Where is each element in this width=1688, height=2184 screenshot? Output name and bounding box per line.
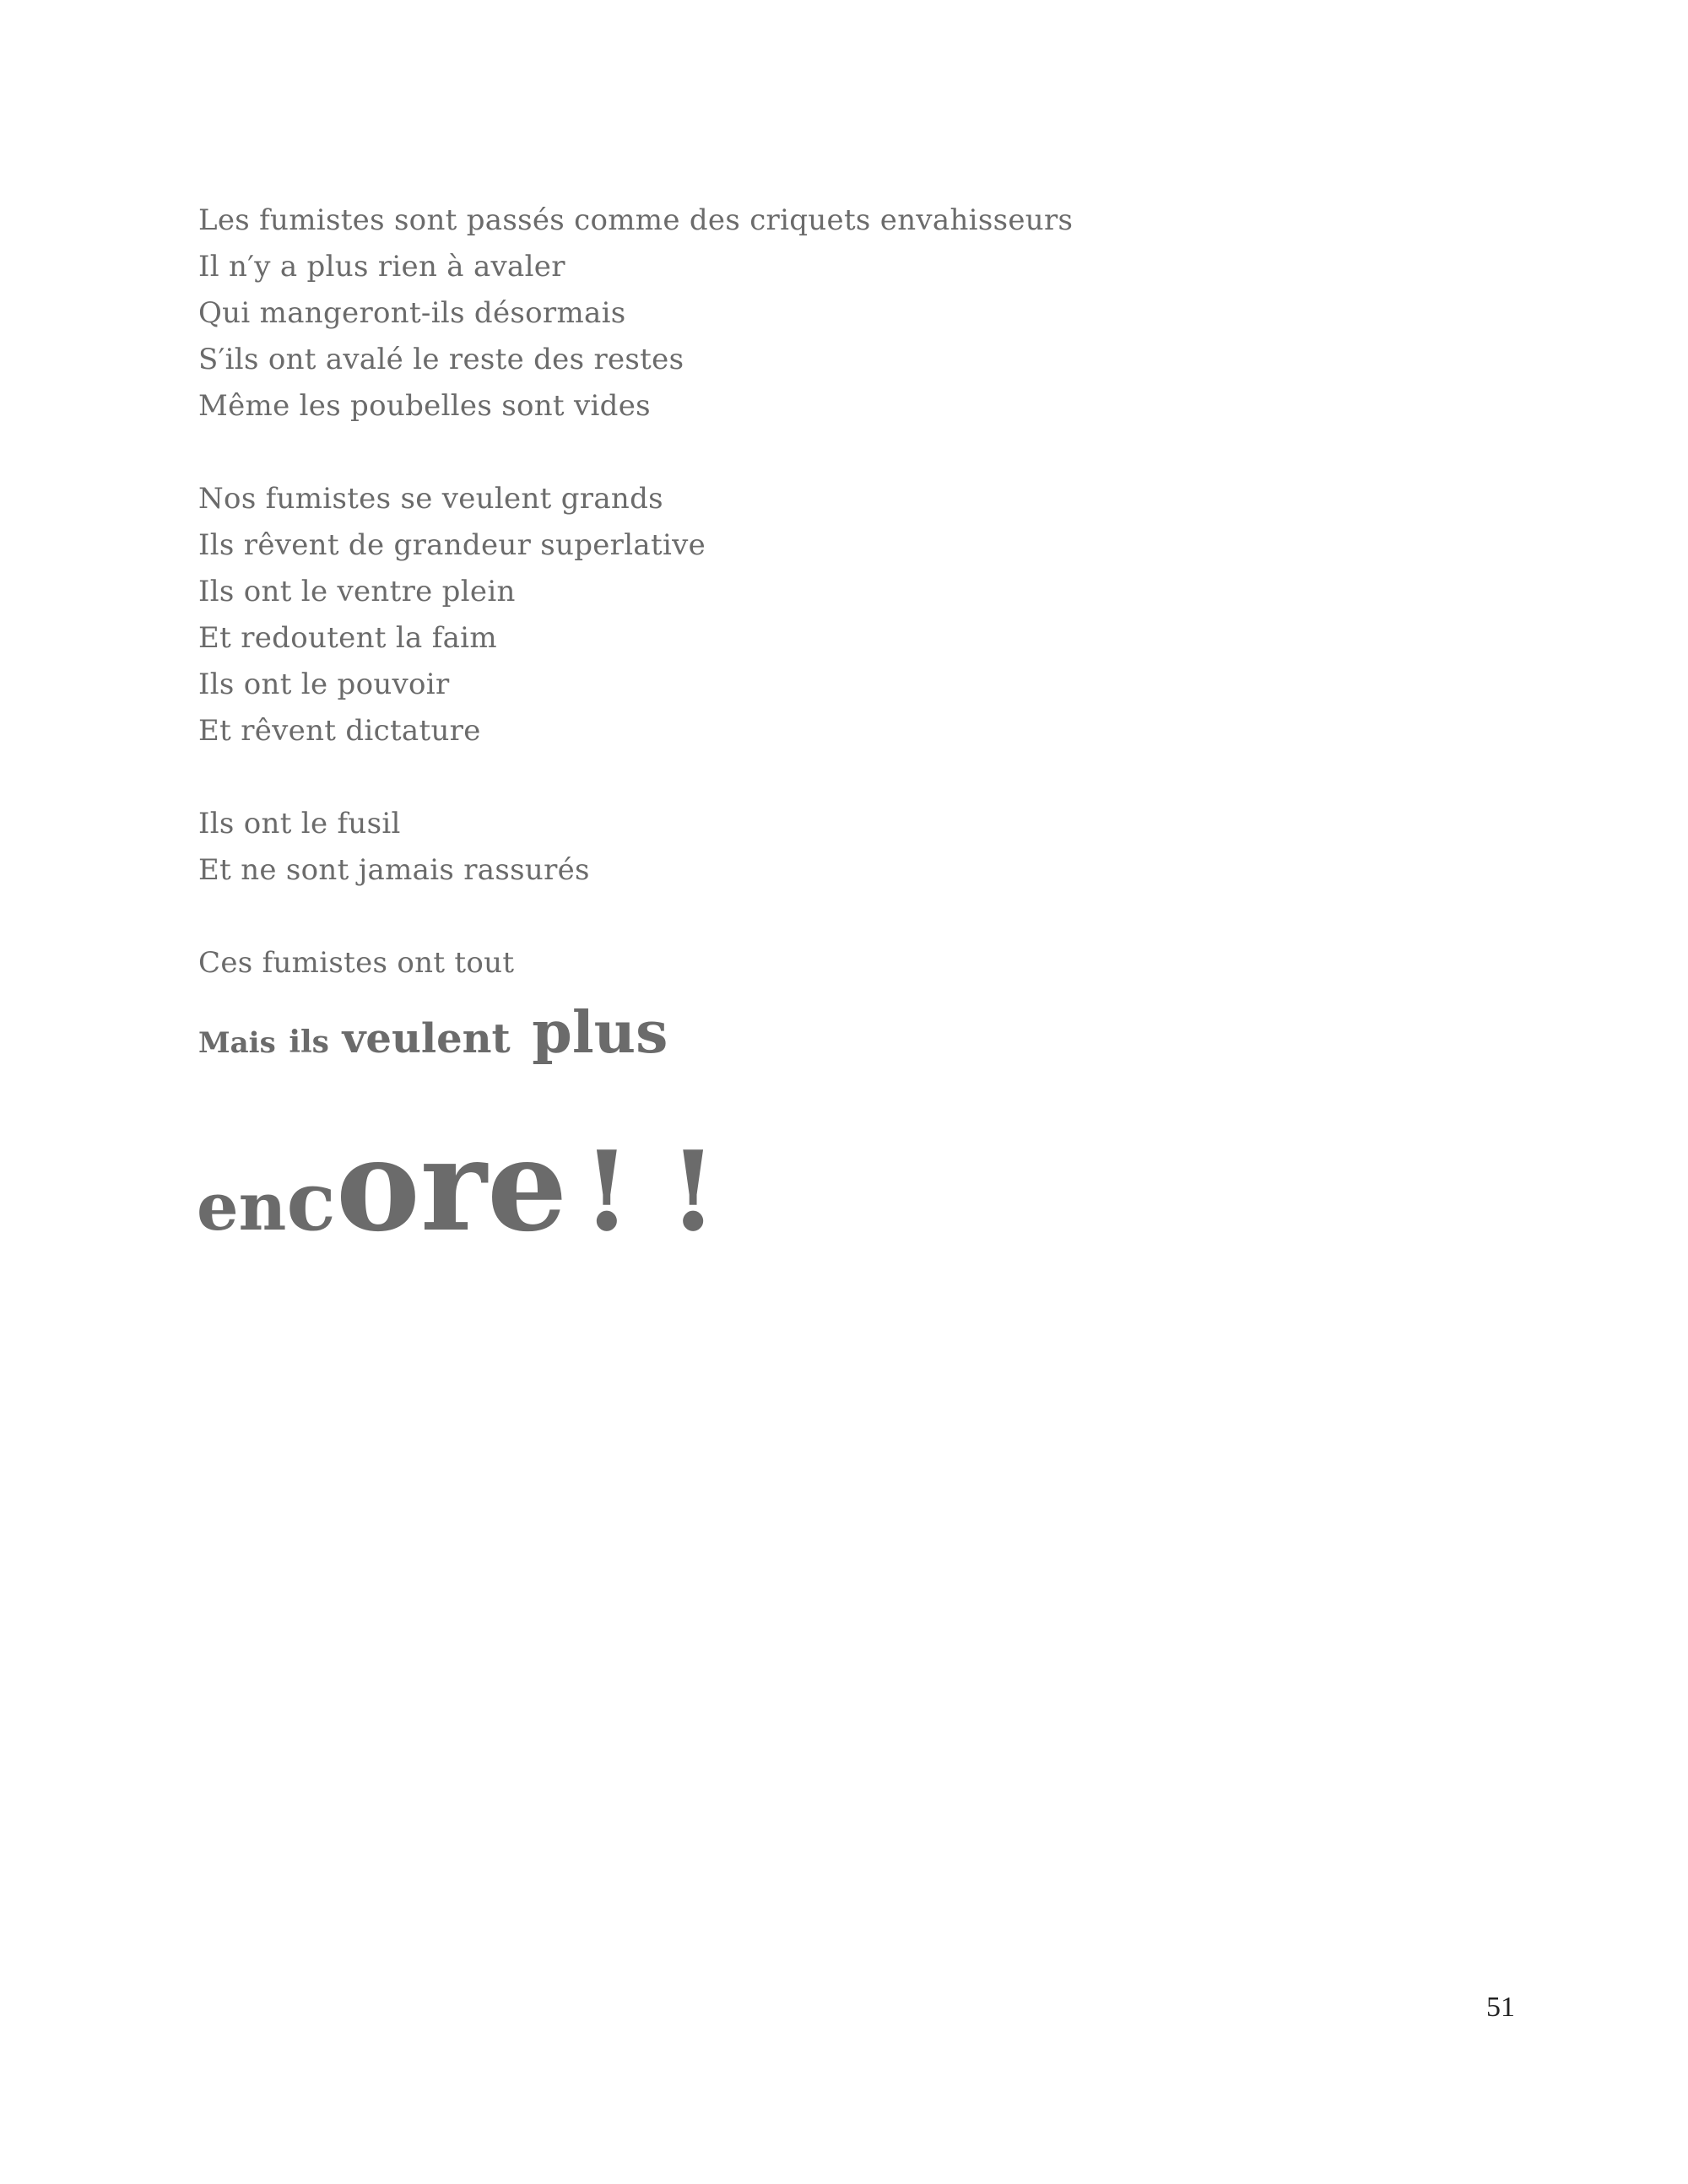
climax-word: veulent bbox=[342, 1015, 511, 1062]
poem-line: Et rêvent dictature bbox=[198, 714, 481, 748]
stanza-3 bbox=[198, 801, 1464, 894]
climax-line bbox=[198, 999, 668, 1067]
climax-word: ils bbox=[289, 1024, 329, 1060]
climax-word: Mais bbox=[198, 1026, 276, 1060]
climax-word: plus bbox=[532, 999, 668, 1067]
finale-part: ore bbox=[335, 1111, 568, 1260]
poem-line: Nos fumistes se veulent grands bbox=[198, 482, 663, 516]
finale-part: ! ! bbox=[582, 1127, 717, 1256]
stanza-4 bbox=[198, 940, 1464, 987]
poem-line: Ces fumistes ont tout bbox=[198, 946, 515, 980]
poem-line: Et ne sont jamais rassurés bbox=[198, 853, 590, 887]
page-number: 51 bbox=[1486, 1992, 1515, 2023]
poem-line: Ils ont le ventre plein bbox=[198, 575, 516, 608]
poem-line: Ils ont le pouvoir bbox=[198, 668, 450, 701]
poem-line: Les fumistes sont passés comme des criquets envahisseurs bbox=[198, 203, 1074, 237]
poem-line: Même les poubelles sont vides bbox=[198, 389, 651, 423]
finale-part: c bbox=[286, 1154, 336, 1249]
poem-line: S′ils ont avalé le reste des restes bbox=[198, 343, 684, 376]
poem-line: Ils rêvent de grandeur superlative bbox=[198, 528, 706, 562]
finale-line bbox=[197, 1111, 717, 1260]
poem-line: Qui mangeront-ils désormais bbox=[198, 296, 626, 330]
poem-line: Il n′y a plus rien à avaler bbox=[198, 250, 565, 284]
poem-line: Et redoutent la faim bbox=[198, 621, 497, 655]
stanza-2 bbox=[198, 476, 1464, 754]
poem-line: Ils ont le fusil bbox=[198, 807, 401, 841]
poem-body bbox=[198, 197, 1464, 1033]
stanza-1 bbox=[198, 197, 1464, 430]
finale-part: en bbox=[197, 1169, 287, 1246]
